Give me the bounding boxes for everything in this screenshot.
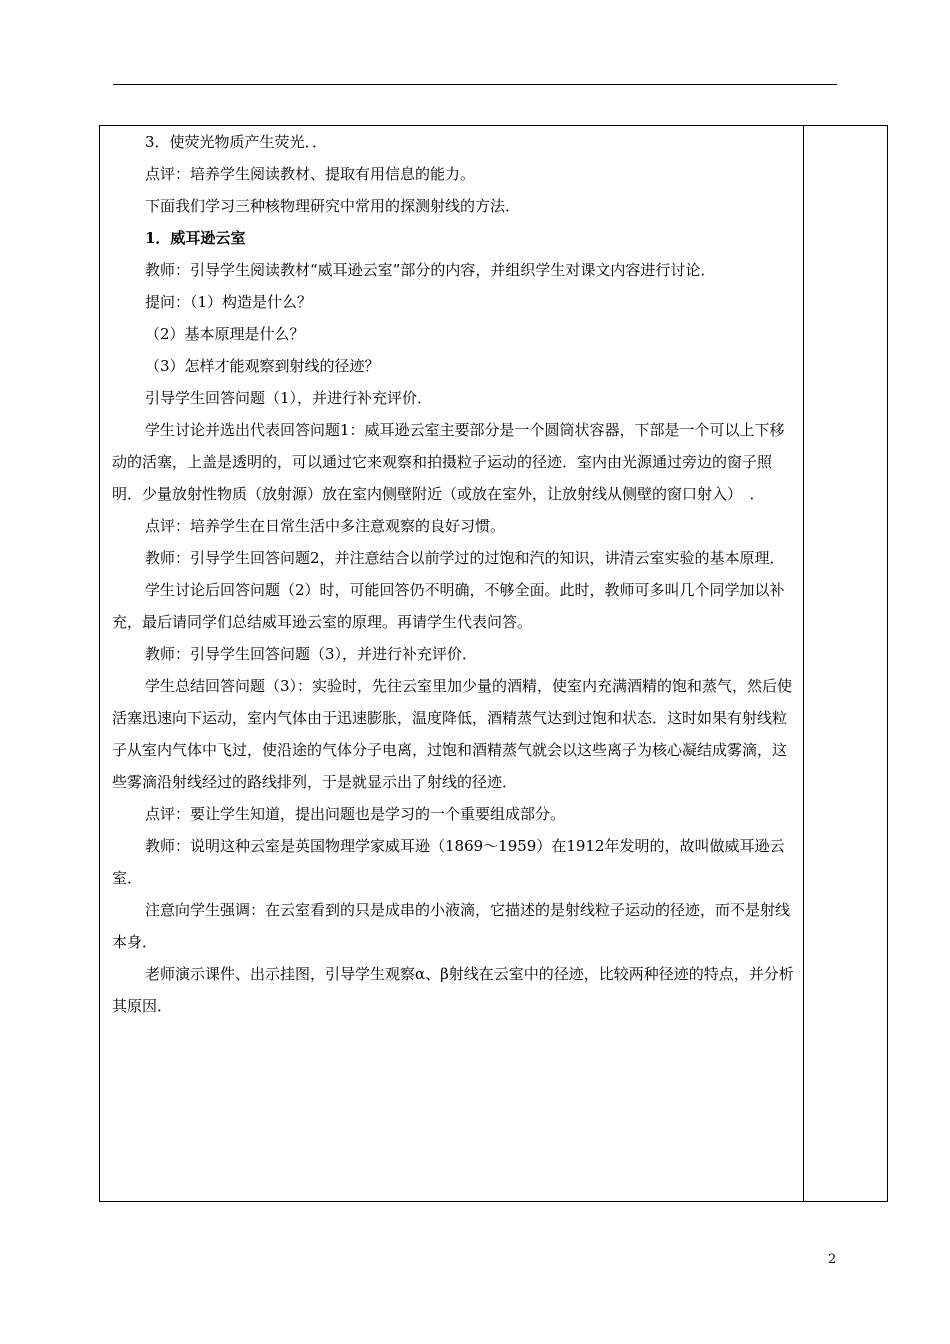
paragraph: 提问：（1）构造是什么？ xyxy=(145,293,313,311)
paragraph: （2）基本原理是什么？ xyxy=(145,325,305,343)
paragraph: 3．使荧光物质产生荧光．． xyxy=(145,133,328,151)
paragraph: 注意向学生强调：在云室看到的只是成串的小液滴，它描述的是射线粒子运动的径迹，而不是射线本身． xyxy=(112,901,791,951)
paragraph: 下面我们学习三种核物理研究中常用的探测射线的方法． xyxy=(145,197,521,215)
paragraph: 点评：培养学生在日常生活中多注意观察的良好习惯。 xyxy=(145,517,506,535)
paragraph: 引导学生回答问题（1），并进行补充评价． xyxy=(145,389,433,407)
paragraph: 学生讨论并选出代表回答问题1：威耳逊云室主要部分是一个圆筒状容器，下部是一个可以上下移动的活塞，上盖是透明的，可以通过它来观察和拍摄粒子运动的径迹．室内由光源通过旁边的窗子照明．少量放射性物质（放射源）放在室内侧壁附近（或放在室外，让放射线从侧壁的窗口射入） ． xyxy=(112,421,785,503)
paragraph: 教师：引导学生阅读教材“威耳逊云室”部分的内容，并组织学生对课文内容进行讨论． xyxy=(145,261,716,279)
header-rule xyxy=(113,84,837,85)
paragraph: （3）怎样才能观察到射线的径迹？ xyxy=(145,357,380,375)
lesson-content xyxy=(112,126,798,1022)
paragraph: 点评：培养学生阅读教材、提取有用信息的能力。 xyxy=(145,165,476,183)
paragraph: 教师：引导学生回答问题（3），并进行补充评价． xyxy=(145,645,478,663)
table-column-divider xyxy=(803,126,804,1201)
paragraph: 点评：要让学生知道，提出问题也是学习的一个重要组成部分。 xyxy=(145,805,566,823)
lesson-table xyxy=(99,125,888,1202)
page-number: 2 xyxy=(828,1252,837,1267)
paragraph: 教师：说明这种云室是英国物理学家威耳逊（1869～1959）在1912年发明的，故叫做威耳逊云室． xyxy=(112,837,785,887)
paragraph: 教师：引导学生回答问题2，并注意结合以前学过的过饱和汽的知识，讲清云室实验的基本原理． xyxy=(145,549,785,567)
section-heading: 1．威耳逊云室 xyxy=(145,229,246,247)
paragraph: 学生总结回答问题（3）：实验时，先往云室里加少量的酒精，使室内充满酒精的饱和蒸气，然后使活塞迅速向下运动，室内气体由于迅速膨胀，温度降低，酒精蒸气达到过饱和状态．这时如果有射线粒子从室内气体中飞过，使沿途的气体分子电离，过饱和酒精蒸气就会以这些离子为核心凝结成雾滴，这些雾滴沿射线经过的路线排列，于是就显示出了射线的径迹． xyxy=(112,677,793,791)
paragraph: 老师演示课件、出示挂图，引导学生观察α、β射线在云室中的径迹，比较两种径迹的特点，并分析其原因． xyxy=(112,965,794,1015)
paragraph: 学生讨论后回答问题（2）时，可能回答仍不明确，不够全面。此时，教师可多叫几个同学加以补充，最后请同学们总结威耳逊云室的原理。再请学生代表问答。 xyxy=(112,581,785,631)
